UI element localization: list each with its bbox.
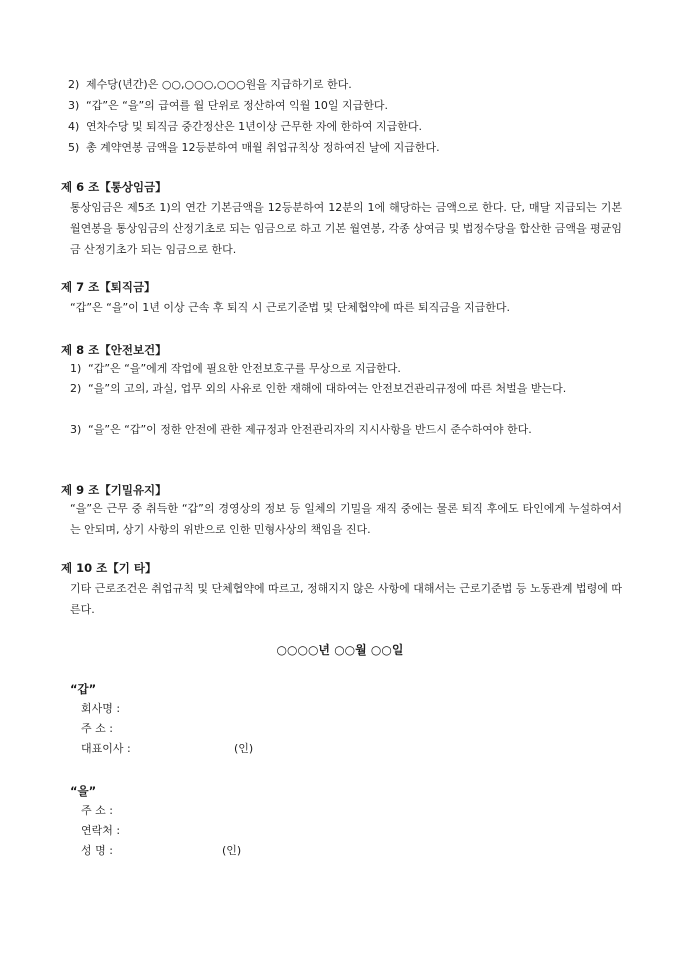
item-number: 1) — [70, 362, 82, 375]
wage-items-list — [68, 74, 628, 158]
party-a-address-field — [81, 719, 113, 739]
article-10-text: 기타 근로조건은 취업규칙 및 단체협약에 따르고, 정해지지 않은 사항에 대해서는 근로기준법 등 노동관계 법령에 따른다. — [70, 582, 622, 616]
item-text: “을”의 고의, 과실, 업무 외의 사유로 인한 재해에 대하여는 안전보건관리규정에 따른 처벌을 받는다. — [88, 382, 567, 395]
article-9-title: 제 9 조【기밀유지】 — [61, 483, 167, 497]
article-6-text: 통상임금은 제5조 1)의 연간 기본금액을 12등분하여 12분의 1에 해당하는 금액으로 한다. 단, 매달 지급되는 기본 월연봉을 통상임금의 산정기초로 되는 임금으로 하고 기본 월연봉, 각종 상여금 및 법정수당을 합산한 금액을 평균임금 산정기초가 되는 임금으로 한다. — [70, 201, 622, 256]
item-text: “갑”은 “을”에게 작업에 필요한 안전보호구를 무상으로 지급한다. — [88, 362, 401, 375]
article-6-title: 제 6 조【통상임금】 — [61, 180, 167, 194]
party-b-name-field — [81, 841, 242, 861]
list-item — [70, 378, 622, 399]
item-number: 2) — [68, 78, 80, 91]
item-number: 2) — [70, 382, 82, 395]
article-8-title: 제 8 조【안전보건】 — [61, 343, 167, 357]
item-number: 5) — [68, 141, 80, 154]
field-label: 주 소 : — [81, 804, 113, 817]
party-b-address-field — [81, 801, 113, 821]
item-number: 4) — [68, 120, 80, 133]
field-label: 성 명 : — [81, 844, 113, 857]
seal-mark: (인) — [222, 844, 242, 857]
field-label: 연락처 : — [81, 824, 121, 837]
list-item — [70, 419, 622, 440]
item-text: “을”은 “갑”이 정한 안전에 관한 제규정과 안전관리자의 지시사항을 반드시 준수하여야 한다. — [88, 423, 532, 436]
article-7-text: “갑”은 “을”이 1년 이상 근속 후 퇴직 시 근로기준법 및 단체협약에 따른 퇴직금을 지급한다. — [70, 301, 511, 314]
party-b-contact-field — [81, 821, 120, 841]
item-number: 3) — [70, 423, 82, 436]
seal-mark: (인) — [234, 742, 254, 755]
list-item — [68, 116, 628, 137]
article-7-title: 제 7 조【퇴직금】 — [61, 280, 156, 294]
list-item — [70, 358, 622, 379]
contract-date: ○○○○년 ○○월 ○○일 — [276, 643, 404, 657]
party-a-ceo-field — [81, 739, 254, 759]
party-a-label: “갑” — [70, 682, 97, 696]
item-text: “갑”은 “을”의 급여를 월 단위로 정산하여 익월 10일 지급한다. — [86, 99, 389, 112]
list-item — [68, 137, 628, 158]
party-a-company-field — [81, 699, 120, 719]
field-label: 회사명 : — [81, 702, 121, 715]
party-b-label: “을” — [70, 784, 97, 798]
list-item — [68, 95, 628, 116]
article-9-text: “을”은 근무 중 취득한 “갑”의 경영상의 정보 등 일체의 기밀을 재직 중에는 물론 퇴직 후에도 타인에게 누설하여서는 안되며, 상기 사항의 위반으로 인한 민형사상의 책임을 진다. — [70, 502, 622, 536]
article-10-title: 제 10 조【기 타】 — [61, 561, 157, 575]
item-number: 3) — [68, 99, 80, 112]
field-label: 대표이사 : — [81, 742, 131, 755]
field-label: 주 소 : — [81, 722, 113, 735]
item-text: 연차수당 및 퇴직금 중간정산은 1년이상 근무한 자에 한하여 지급한다. — [86, 120, 422, 133]
list-item — [68, 74, 628, 95]
item-text: 제수당(년간)은 ○○,○○○,○○○원을 지급하기로 한다. — [86, 78, 352, 91]
item-text: 총 계약연봉 금액을 12등분하여 매월 취업규칙상 정하여진 날에 지급한다. — [86, 141, 440, 154]
